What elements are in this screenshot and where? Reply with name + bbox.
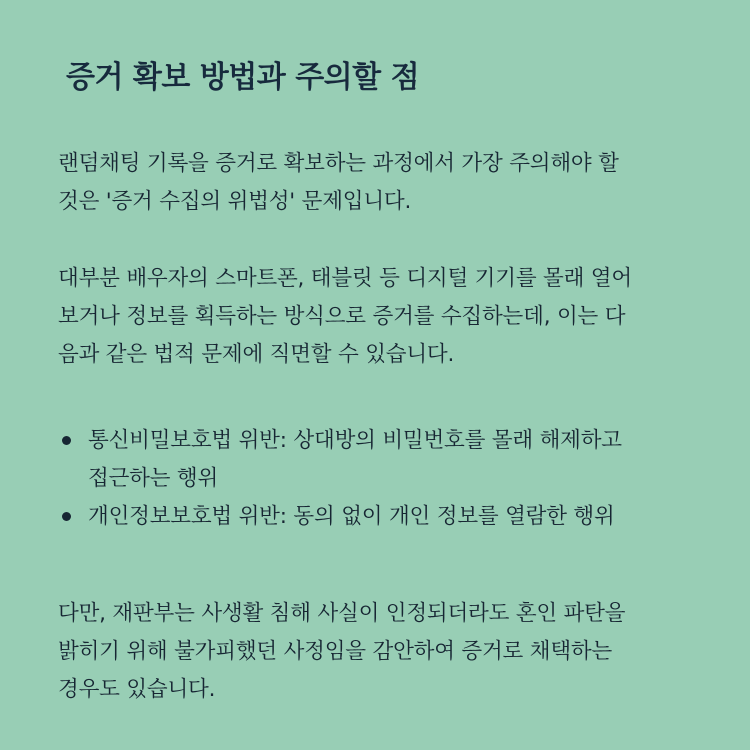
text-line: 밝히기 위해 불가피했던 사정임을 감안하여 증거로 채택하는 [58, 639, 613, 664]
list-item [58, 422, 708, 498]
list-item [58, 498, 708, 536]
method-paragraph [58, 260, 708, 374]
page-title: 증거 확보 방법과 주의할 점 [66, 60, 420, 95]
bullet-dot-icon [62, 436, 71, 445]
text-line: 대부분 배우자의 스마트폰, 태블릿 등 디지털 기기를 몰래 열어 [58, 266, 632, 291]
legal-issues-list [58, 422, 708, 536]
bullet-dot-icon [62, 512, 71, 521]
text-line: 통신비밀보호법 위반: 상대방의 비밀번호를 몰래 해제하고 [88, 428, 622, 453]
text-line: 랜덤채팅 기록을 증거로 확보하는 과정에서 가장 주의해야 할 [58, 151, 619, 176]
text-line: 보거나 정보를 획득하는 방식으로 증거를 수집하는데, 이는 다 [58, 304, 626, 329]
text-line: 개인정보보호법 위반: 동의 없이 개인 정보를 열람한 행위 [88, 504, 615, 529]
text-line: 음과 같은 법적 문제에 직면할 수 있습니다. [58, 342, 455, 367]
exception-paragraph [58, 595, 708, 709]
text-line: 경우도 있습니다. [58, 677, 216, 702]
text-line: 접근하는 행위 [88, 466, 219, 491]
intro-paragraph [58, 145, 708, 221]
text-line: 것은 '증거 수집의 위법성' 문제입니다. [58, 189, 412, 214]
text-line: 다만, 재판부는 사생활 침해 사실이 인정되더라도 혼인 파탄을 [58, 601, 626, 626]
